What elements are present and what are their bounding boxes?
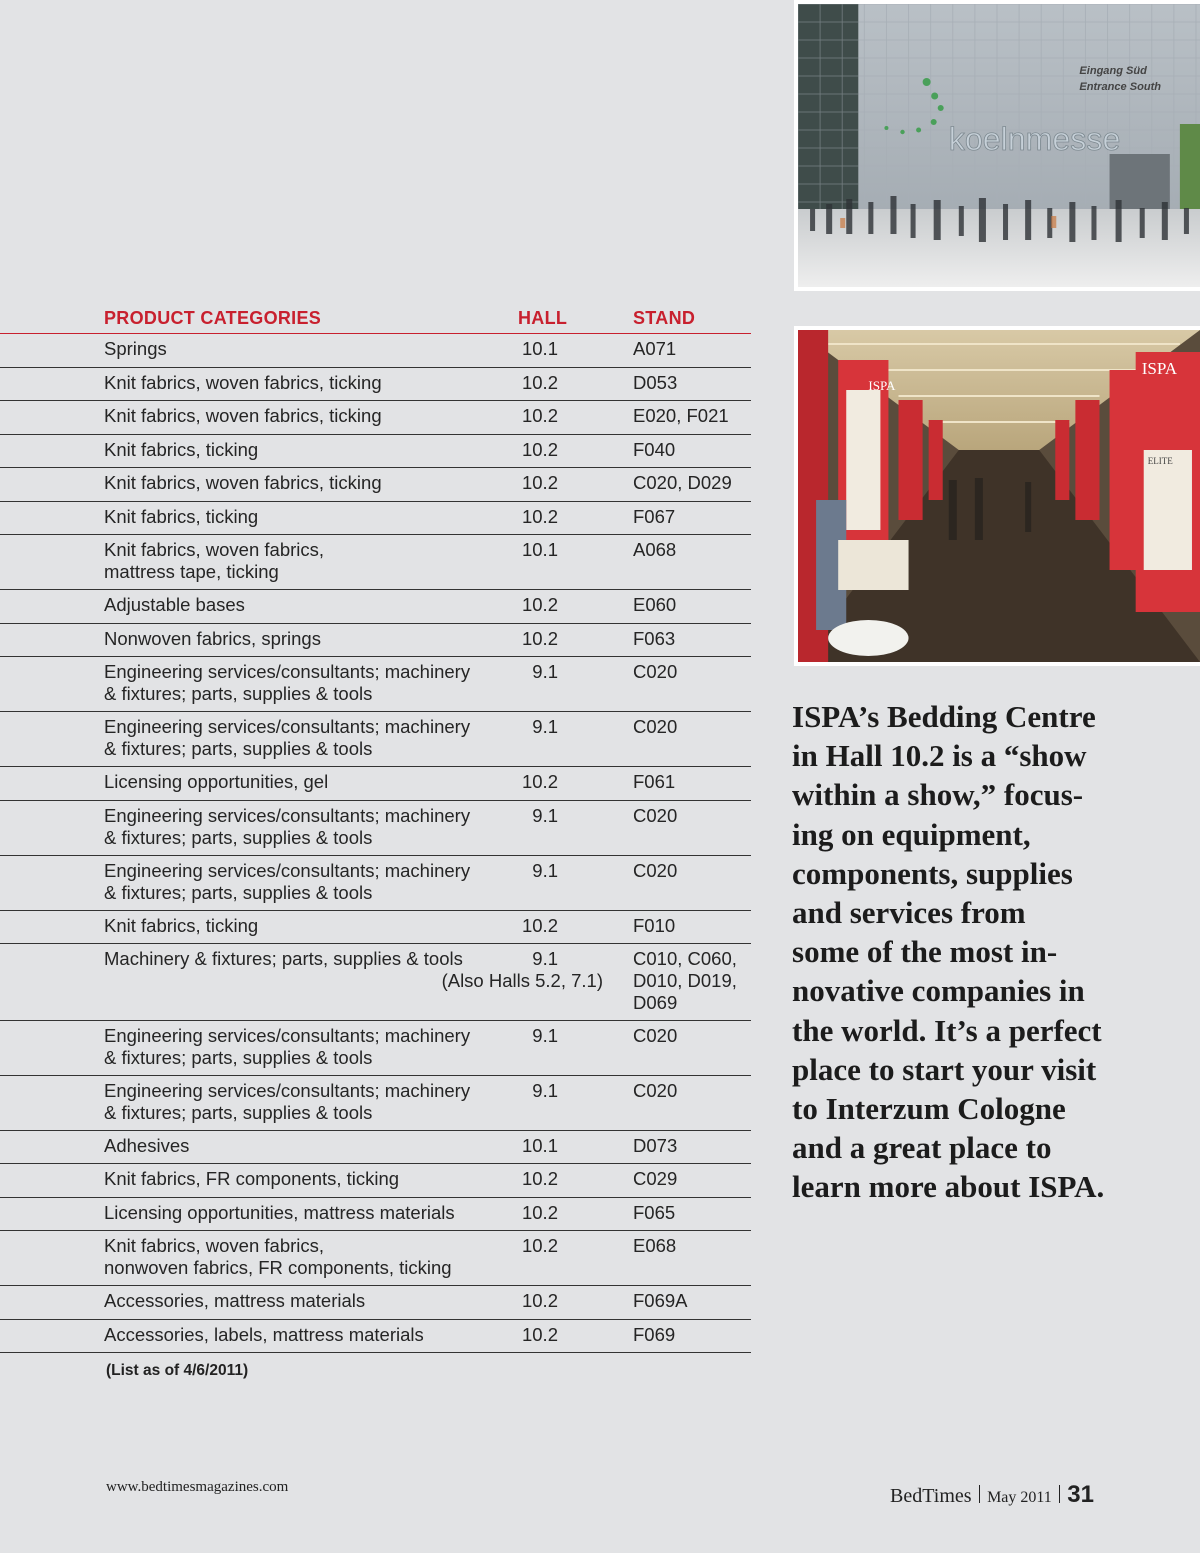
product-category-line: nonwoven fabrics, FR components, ticking [104, 1257, 452, 1278]
hall-cell: 10.2 [521, 1323, 558, 1345]
stand-line: C020 [633, 716, 678, 737]
table-row [0, 767, 751, 801]
product-category-line: Knit fabrics, ticking [104, 438, 259, 460]
stand-cell [633, 1025, 677, 1047]
table-row [0, 535, 751, 590]
entrance-sign-line2: Entrance South [1079, 81, 1162, 93]
table-row [0, 435, 751, 469]
table-row [0, 401, 751, 435]
pull-quote-line: in Hall 10.2 is a “show [792, 738, 1087, 774]
product-category-line: Knit fabrics, ticking [104, 505, 259, 527]
product-category-cell [104, 771, 328, 793]
footer-url[interactable]: www.bedtimesmagazines.com [106, 1479, 289, 1495]
stand-line: D010, D019, [633, 970, 737, 991]
stand-line: F040 [633, 438, 676, 460]
stand-line: E020, F021 [633, 405, 729, 426]
hall-cell: 9.1 [532, 716, 558, 737]
stand-line: F063 [633, 627, 676, 649]
product-category-cell [104, 1168, 399, 1190]
table-row [0, 1286, 751, 1320]
stand-cell [633, 472, 732, 494]
stand-line: E068 [633, 1235, 677, 1256]
table-row [0, 657, 751, 712]
stand-line: F067 [633, 505, 676, 527]
product-category-line: Knit fabrics, FR components, ticking [104, 1168, 400, 1189]
product-category-cell [104, 915, 258, 937]
hall-note: (Also Halls 5.2, 7.1) [441, 970, 603, 991]
header-product-categories: PRODUCT CATEGORIES [104, 308, 322, 328]
table-row [0, 944, 751, 1021]
stand-line: D069 [633, 992, 678, 1013]
stand-cell [633, 1202, 675, 1224]
product-category-cell [104, 1135, 189, 1157]
folio-divider [1059, 1485, 1061, 1503]
stand-line: F069A [633, 1290, 688, 1311]
stand-line: A068 [633, 539, 677, 560]
table-row [0, 1198, 751, 1232]
product-category-cell [104, 716, 470, 760]
stand-line: C020 [633, 1079, 678, 1101]
stand-cell [633, 1135, 677, 1157]
product-category-cell [104, 1235, 452, 1279]
stand-cell [633, 805, 677, 827]
product-category-line: Knit fabrics, woven fabrics, ticking [104, 472, 382, 493]
table-row [0, 712, 751, 767]
stand-line: C020 [633, 661, 678, 682]
stand-line: C020 [633, 1024, 678, 1046]
product-category-cell [104, 594, 245, 616]
product-category-cell [104, 948, 463, 970]
stand-cell [633, 860, 677, 882]
pull-quote-line: ISPA’s Bedding Centre [792, 699, 1096, 734]
product-category-line: Accessories, mattress materials [104, 1290, 366, 1311]
hall-cell: 10.2 [521, 472, 558, 493]
product-category-line: Engineering services/consultants; machinery [104, 804, 471, 826]
hall-cell: 9.1 [532, 1024, 558, 1046]
koelnmesse-entrance-photo [794, 0, 1200, 291]
product-category-line: & fixtures; parts, supplies & tools [104, 683, 373, 704]
stand-cell [633, 1235, 676, 1257]
stand-cell [633, 338, 676, 360]
table-row [0, 911, 751, 945]
product-category-cell [104, 405, 382, 427]
stand-line: E060 [633, 594, 677, 615]
pull-quote-line: to Interzum Cologne [792, 1091, 1066, 1127]
product-category-line: Engineering services/consultants; machinery [104, 716, 471, 737]
stand-line: F061 [633, 771, 676, 792]
product-category-cell [104, 506, 258, 528]
stand-line: C020, D029 [633, 472, 732, 493]
stand-cell [633, 1168, 677, 1190]
pull-quote-line: the world. It’s a perfect [792, 1012, 1102, 1048]
table-row [0, 468, 751, 502]
stand-line: F065 [633, 1201, 676, 1223]
table-row [0, 1320, 751, 1354]
pull-quote-line: learn more about ISPA. [792, 1169, 1105, 1205]
pull-quote-line: within a show,” focus- [792, 777, 1084, 813]
ispa-banner-text-left: ISPA [868, 378, 896, 393]
product-category-line: Engineering services/consultants; machinery [104, 859, 471, 881]
table-row [0, 856, 751, 911]
product-category-line: Licensing opportunities, gel [104, 771, 329, 792]
stand-line: C020 [633, 859, 678, 881]
table-row [0, 1076, 751, 1131]
pull-quote [792, 697, 1112, 1207]
stand-cell [633, 506, 675, 528]
stand-line: C029 [633, 1168, 678, 1189]
stand-cell [633, 716, 677, 738]
product-category-line: Knit fabrics, ticking [104, 914, 259, 936]
product-category-cell [104, 439, 258, 461]
header-stand: STAND [633, 308, 696, 328]
stand-cell [633, 1290, 688, 1312]
hall-cell: 9.1 [532, 1079, 558, 1101]
hall-cell: 10.2 [521, 771, 558, 792]
stand-cell [633, 372, 677, 394]
table-row [0, 502, 751, 536]
table-header [0, 300, 751, 334]
product-category-cell [104, 1202, 455, 1224]
stand-cell [633, 771, 675, 793]
hall-cell: 9.1 [532, 948, 558, 969]
header-hall: HALL [518, 308, 568, 328]
hall-cell: 10.2 [521, 505, 558, 527]
hall-cell: 10.2 [521, 1168, 558, 1189]
stand-cell [633, 439, 675, 461]
product-category-line: & fixtures; parts, supplies & tools [104, 1046, 373, 1068]
product-category-line: & fixtures; parts, supplies & tools [104, 1101, 373, 1123]
product-category-line: Knit fabrics, woven fabrics, ticking [104, 371, 382, 393]
product-category-line: Adhesives [104, 1134, 190, 1156]
table-row [0, 1131, 751, 1165]
stand-line: C010, C060, [633, 948, 737, 969]
table-row [0, 801, 751, 856]
entrance-sign-line1: Eingang Süd [1079, 65, 1147, 77]
stand-cell [633, 948, 737, 1014]
product-category-cell [104, 338, 167, 360]
product-category-cell [104, 539, 324, 583]
pull-quote-line: some of the most in- [792, 934, 1058, 970]
elite-booth-sign: ELITE [1147, 456, 1173, 466]
product-category-line: mattress tape, ticking [104, 561, 279, 582]
stand-line: A071 [633, 338, 677, 359]
stand-cell [633, 1080, 677, 1102]
product-category-cell [104, 661, 470, 705]
ispa-banner-text: ISPA [1141, 359, 1178, 378]
stand-cell [633, 405, 729, 427]
pull-quote-line: and services from [792, 895, 1026, 931]
product-category-line: Licensing opportunities, mattress materials [104, 1201, 455, 1223]
stand-line: F069 [633, 1323, 676, 1345]
product-category-cell [104, 805, 470, 849]
product-category-line: Machinery & fixtures; parts, supplies & tools [104, 948, 463, 969]
product-category-line: Nonwoven fabrics, springs [104, 627, 321, 649]
product-category-line: Accessories, labels, mattress materials [104, 1323, 424, 1345]
hall-cell: 9.1 [532, 661, 558, 682]
hall-cell: 10.2 [521, 594, 558, 615]
bedding-centre-hall-photo [794, 326, 1200, 666]
pull-quote-line: and a great place to [792, 1130, 1052, 1166]
table-row [0, 368, 751, 402]
stand-cell [633, 539, 676, 561]
product-category-line: Adjustable bases [104, 594, 245, 615]
hall-cell: 10.2 [521, 371, 558, 393]
pull-quote-line: ing on equipment, [792, 816, 1031, 852]
stand-cell [633, 594, 676, 616]
table-row [0, 624, 751, 658]
hall-cell: 10.2 [521, 405, 558, 426]
stand-line: D073 [633, 1134, 678, 1156]
stand-cell [633, 661, 677, 683]
issue-date: May 2011 [987, 1489, 1052, 1506]
stand-cell [633, 1324, 675, 1346]
stand-cell [633, 915, 675, 937]
product-category-line: Knit fabrics, woven fabrics, [104, 1235, 325, 1256]
koelnmesse-logo-text: koelnmesse [948, 121, 1121, 157]
product-category-line: Engineering services/consultants; machinery [104, 661, 471, 682]
product-category-line: & fixtures; parts, supplies & tools [104, 826, 373, 848]
page-number: 31 [1067, 1481, 1094, 1508]
folio [890, 1481, 1094, 1509]
hall-cell: 10.2 [521, 1201, 558, 1223]
stand-line: C020 [633, 804, 678, 826]
product-category-line: Springs [104, 338, 167, 359]
product-category-cell [104, 628, 321, 650]
product-category-cell [104, 1324, 424, 1346]
product-category-cell [104, 1025, 470, 1069]
product-category-cell [104, 860, 470, 904]
table-row [0, 334, 751, 368]
product-category-line: Knit fabrics, woven fabrics, ticking [104, 405, 382, 426]
hall-cell: 10.2 [521, 914, 558, 936]
table-row [0, 1021, 751, 1076]
exhibitor-table [0, 300, 751, 1353]
product-category-cell [104, 472, 382, 494]
pull-quote-line: novative companies in [792, 973, 1085, 1009]
hall-cell: 10.1 [521, 338, 558, 359]
hall-cell: 10.2 [521, 1290, 558, 1311]
product-category-cell [104, 1080, 470, 1124]
folio-divider [979, 1485, 981, 1503]
hall-cell: 10.2 [521, 438, 558, 460]
table-body [0, 334, 751, 1353]
product-category-cell [104, 1290, 365, 1312]
product-category-line: Knit fabrics, woven fabrics, [104, 539, 325, 560]
list-date-note: (List as of 4/6/2011) [106, 1362, 249, 1379]
product-category-cell [104, 372, 382, 394]
pull-quote-line: place to start your visit [792, 1051, 1097, 1087]
stand-line: F010 [633, 914, 676, 936]
hall-cell: 10.1 [521, 539, 558, 560]
stand-cell [633, 628, 675, 650]
table-row [0, 1164, 751, 1198]
product-category-line: Engineering services/consultants; machinery [104, 1079, 471, 1101]
hall-cell: 10.2 [521, 627, 558, 649]
magazine-name: BedTimes [890, 1485, 972, 1507]
table-row [0, 1231, 751, 1286]
pull-quote-line: components, supplies [792, 855, 1073, 891]
hall-cell: 10.1 [521, 1134, 558, 1156]
stand-line: D053 [633, 371, 678, 393]
hall-cell: 10.2 [521, 1235, 558, 1256]
product-category-line: & fixtures; parts, supplies & tools [104, 738, 373, 759]
table-row [0, 590, 751, 624]
product-category-line: Engineering services/consultants; machinery [104, 1024, 471, 1046]
hall-cell: 9.1 [532, 859, 558, 881]
product-category-line: & fixtures; parts, supplies & tools [104, 881, 373, 903]
hall-cell: 9.1 [532, 804, 558, 826]
